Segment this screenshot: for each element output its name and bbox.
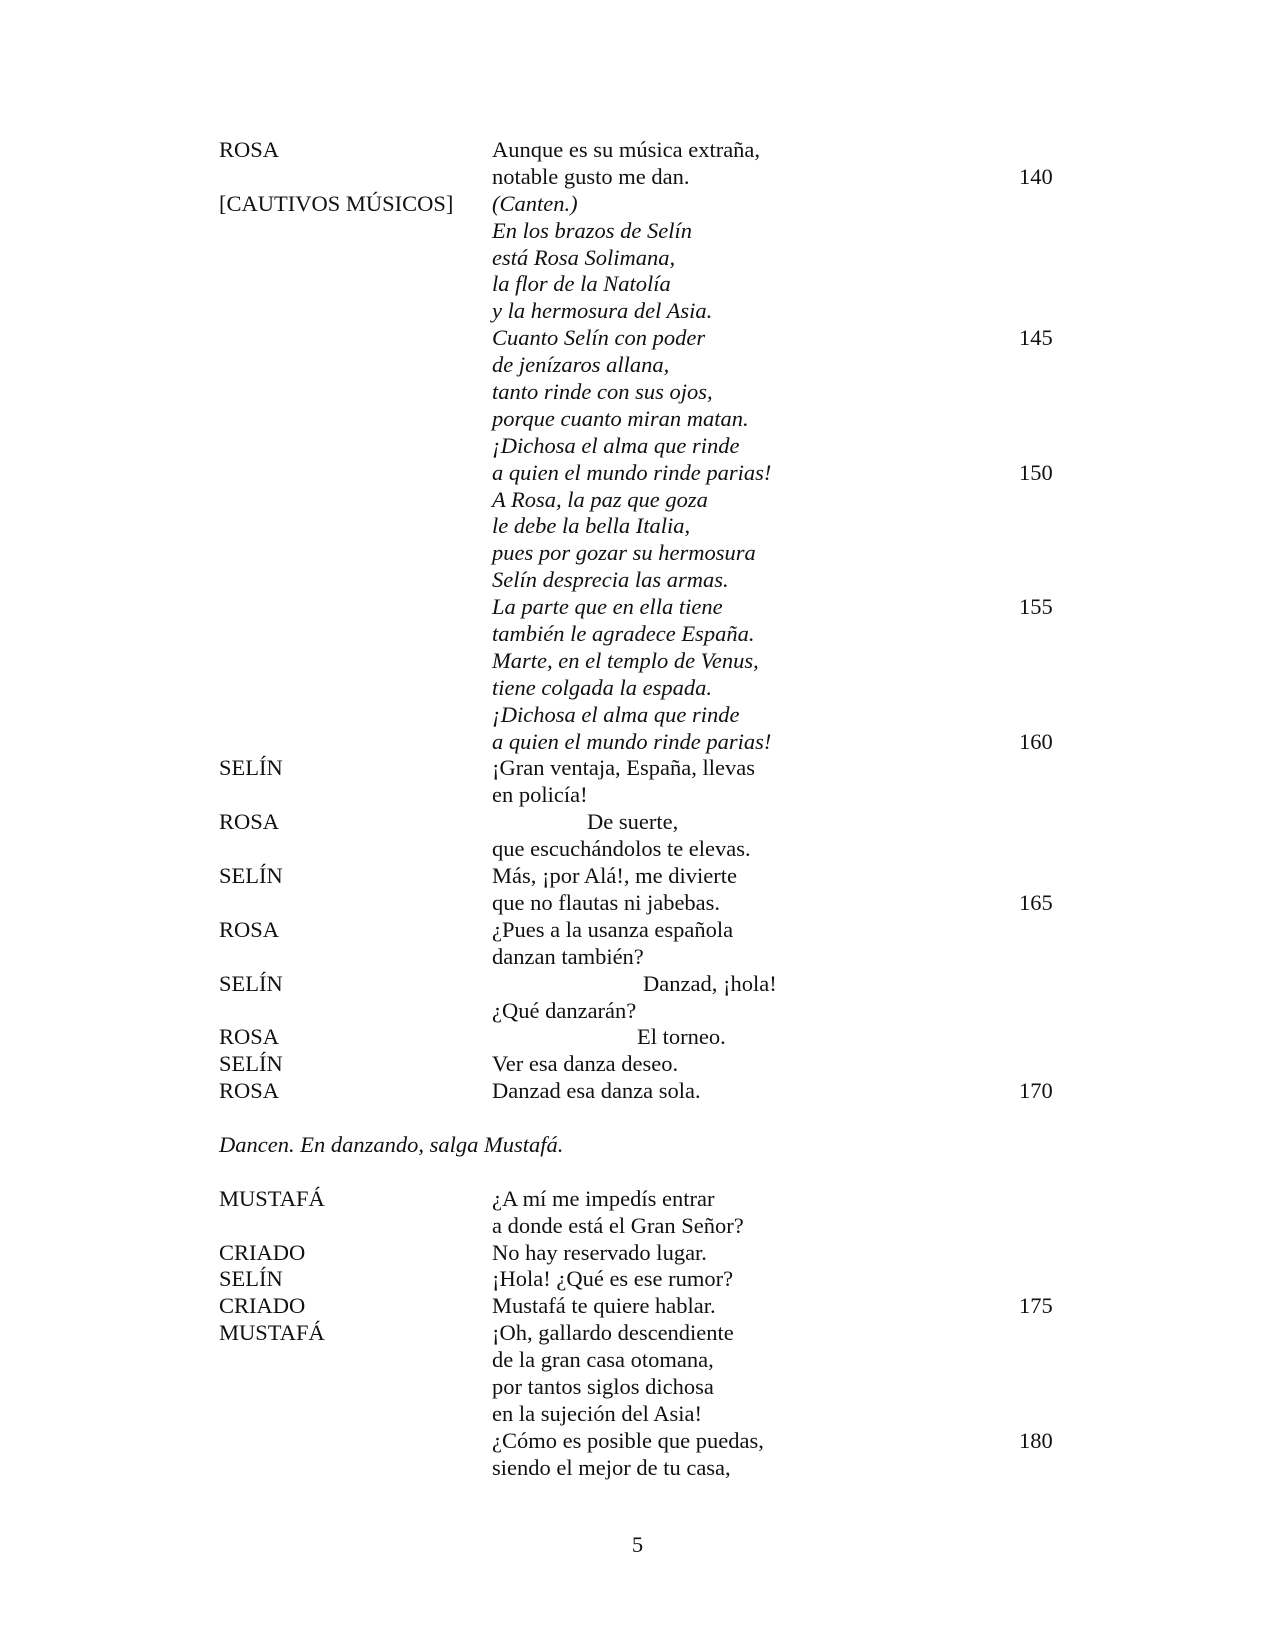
- verse-text: a donde está el Gran Señor?: [492, 1212, 744, 1238]
- speaker-name: ROSA: [219, 916, 280, 942]
- verse-text: Selín desprecia las armas.: [492, 567, 729, 593]
- verse-text: De suerte,: [587, 809, 679, 835]
- verse-text: danzan también?: [492, 943, 644, 969]
- line-number: 170: [1019, 1078, 1053, 1104]
- verse-row: [219, 1024, 1079, 1051]
- verse-text: a quien el mundo rinde parias!: [492, 728, 772, 754]
- speaker-name: ROSA: [219, 137, 280, 162]
- verse-row: [219, 1078, 1079, 1105]
- verse-text: de jenízaros allana,: [492, 352, 670, 378]
- verse-row: [219, 1320, 1079, 1347]
- verse-text: porque cuanto miran matan.: [492, 405, 749, 431]
- verse-text: de la gran casa otomana,: [492, 1347, 714, 1373]
- speaker-name: SELÍN: [219, 755, 283, 781]
- verse-text: ¡Dichosa el alma que rinde: [492, 432, 740, 458]
- page-number: 5: [631, 1532, 644, 1557]
- dialogue-block-1: [219, 137, 1079, 1105]
- verse-row: [219, 460, 1079, 487]
- verse-text: y la hermosura del Asia.: [492, 298, 713, 324]
- verse-text: notable gusto me dan.: [492, 163, 690, 189]
- verse-text: El torneo.: [637, 1024, 726, 1050]
- speaker-name: SELÍN: [219, 1051, 283, 1077]
- verse-text: que no flautas ni jabebas.: [492, 889, 721, 915]
- verse-text: Ver esa danza deseo.: [492, 1051, 679, 1077]
- speaker-name: SELÍN: [219, 970, 283, 996]
- verse-row: [219, 1455, 1079, 1482]
- verse-text: ¡Dichosa el alma que rinde: [492, 701, 740, 727]
- speaker-name: ROSA: [219, 809, 280, 835]
- verse-text: le debe la bella Italia,: [492, 513, 691, 539]
- verse-text: No hay reservado lugar.: [492, 1239, 707, 1265]
- verse-text: (Canten.): [492, 190, 578, 216]
- play-script: [219, 137, 1079, 1482]
- verse-text: en policía!: [492, 782, 588, 808]
- verse-row: [219, 487, 1079, 514]
- speaker-name: SELÍN: [219, 863, 283, 889]
- verse-text: pues por gozar su hermosura: [492, 540, 756, 566]
- verse-text: Danzad esa danza sola.: [492, 1078, 701, 1104]
- line-number: 180: [1019, 1427, 1053, 1453]
- verse-row: [219, 648, 1079, 675]
- verse-row: [219, 1240, 1079, 1267]
- verse-text: ¿Pues a la usanza española: [492, 916, 734, 942]
- verse-row: [219, 1186, 1079, 1213]
- verse-text: ¡Oh, gallardo descendiente: [492, 1320, 734, 1346]
- speaker-name: ROSA: [219, 1024, 280, 1050]
- verse-text: tiene colgada la espada.: [492, 674, 712, 700]
- verse-row: [219, 729, 1079, 756]
- verse-row: [219, 971, 1079, 998]
- verse-row: [219, 379, 1079, 406]
- speaker-name: ROSA: [219, 1078, 280, 1104]
- line-number: 175: [1019, 1293, 1053, 1319]
- verse-text: en la sujeción del Asia!: [492, 1400, 702, 1426]
- verse-text: ¡Hola! ¿Qué es ese rumor?: [492, 1266, 734, 1292]
- verse-text: está Rosa Solimana,: [492, 244, 676, 270]
- verse-row: [219, 164, 1079, 191]
- speaker-name: [CAUTIVOS MÚSICOS]: [219, 190, 454, 216]
- verse-text: La parte que en ella tiene: [492, 594, 723, 620]
- verse-text: a quien el mundo rinde parias!: [492, 459, 772, 485]
- line-number: 140: [1019, 163, 1053, 189]
- verse-row: [219, 1051, 1079, 1078]
- line-number: 165: [1019, 889, 1053, 915]
- verse-row: [219, 1213, 1079, 1240]
- verse-row: [219, 218, 1079, 245]
- verse-text: Danzad, ¡hola!: [643, 970, 777, 996]
- verse-row: [219, 191, 1079, 218]
- verse-row: [219, 944, 1079, 971]
- spacer: [219, 1159, 1079, 1186]
- verse-text: tanto rinde con sus ojos,: [492, 379, 713, 405]
- line-number: 145: [1019, 325, 1053, 351]
- verse-row: [219, 675, 1079, 702]
- verse-row: [219, 917, 1079, 944]
- verse-row: [219, 137, 1079, 164]
- verse-row: [219, 702, 1079, 729]
- line-number: 155: [1019, 594, 1053, 620]
- verse-row: [219, 863, 1079, 890]
- verse-text: ¿Cómo es posible que puedas,: [492, 1427, 764, 1453]
- verse-row: [219, 782, 1079, 809]
- verse-row: [219, 998, 1079, 1025]
- verse-text: por tantos siglos dichosa: [492, 1373, 714, 1399]
- verse-text: también le agradece España.: [492, 621, 755, 647]
- verse-row: [219, 755, 1079, 782]
- verse-text: la flor de la Natolía: [492, 271, 671, 297]
- verse-text: Aunque es su música extraña,: [492, 137, 761, 162]
- speaker-name: CRIADO: [219, 1293, 306, 1319]
- verse-row: [219, 325, 1079, 352]
- verse-row: [219, 352, 1079, 379]
- dialogue-block-2: [219, 1186, 1079, 1482]
- verse-text: Más, ¡por Alá!, me divierte: [492, 863, 737, 889]
- verse-row: [219, 271, 1079, 298]
- verse-row: [219, 1293, 1079, 1320]
- verse-text: que escuchándolos te elevas.: [492, 836, 751, 862]
- verse-text: siendo el mejor de tu casa,: [492, 1454, 731, 1480]
- verse-row: [219, 406, 1079, 433]
- verse-row: [219, 1374, 1079, 1401]
- verse-row: [219, 836, 1079, 863]
- speaker-name: CRIADO: [219, 1239, 306, 1265]
- verse-text: ¡Gran ventaja, España, llevas: [492, 755, 756, 781]
- verse-text: En los brazos de Selín: [492, 217, 692, 243]
- verse-row: [219, 621, 1079, 648]
- verse-text: A Rosa, la paz que goza: [492, 486, 708, 512]
- verse-row: [219, 594, 1079, 621]
- verse-row: [219, 433, 1079, 460]
- verse-row: [219, 1347, 1079, 1374]
- verse-row: [219, 245, 1079, 272]
- verse-row: [219, 567, 1079, 594]
- verse-text: ¿A mí me impedís entrar: [492, 1185, 715, 1211]
- spacer: [219, 1105, 1079, 1132]
- line-number: 160: [1019, 728, 1053, 754]
- verse-row: [219, 540, 1079, 567]
- verse-text: Mustafá te quiere hablar.: [492, 1293, 716, 1319]
- verse-text: ¿Qué danzarán?: [492, 997, 637, 1023]
- line-number: 150: [1019, 459, 1053, 485]
- verse-row: [219, 513, 1079, 540]
- verse-row: [219, 1401, 1079, 1428]
- verse-row: [219, 809, 1079, 836]
- verse-text: Marte, en el templo de Venus,: [492, 647, 759, 673]
- speaker-name: SELÍN: [219, 1266, 283, 1292]
- verse-text: Cuanto Selín con poder: [492, 325, 706, 351]
- speaker-name: MUSTAFÁ: [219, 1320, 325, 1346]
- stage-direction: Dancen. En danzando, salga Mustafá.: [219, 1131, 564, 1157]
- verse-row: [219, 890, 1079, 917]
- speaker-name: MUSTAFÁ: [219, 1185, 325, 1211]
- verse-row: [219, 1266, 1079, 1293]
- verse-row: [219, 298, 1079, 325]
- verse-row: [219, 1428, 1079, 1455]
